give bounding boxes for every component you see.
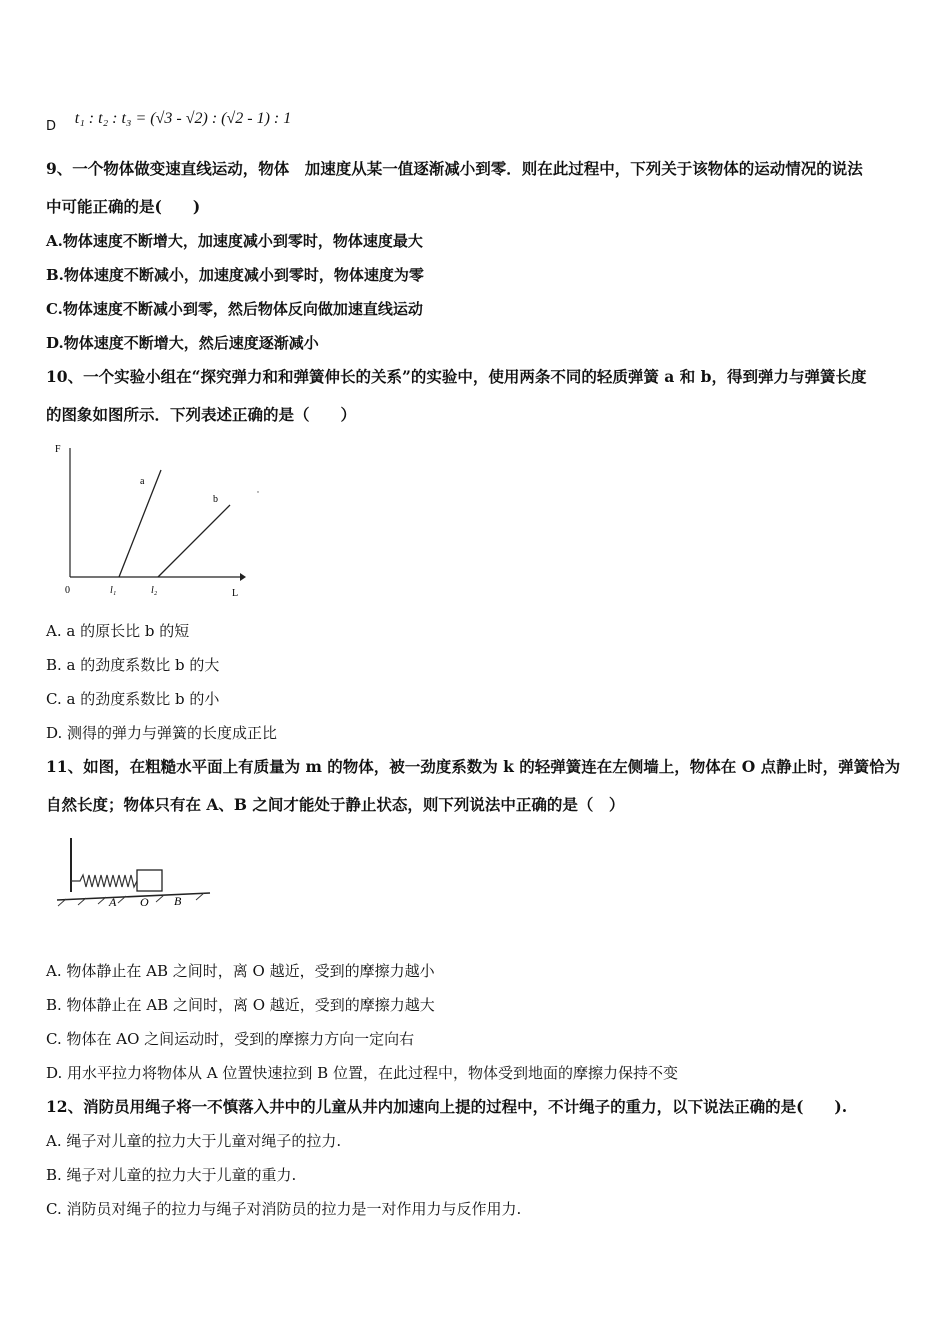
q10-option-a: A. a 的原长比 b 的短: [46, 622, 190, 640]
ground: [57, 893, 210, 900]
line-b: [158, 505, 230, 577]
point-b-label: B: [174, 894, 182, 908]
line-b-label: b: [213, 494, 218, 505]
q11-stem-line2: 自然长度；物体只有在 A、B 之间才能处于静止状态，则下列说法中正确的是（ ）: [46, 795, 625, 814]
q10-option-b: B. a 的劲度系数比 b 的大: [46, 656, 220, 674]
q9-option-d: D.物体速度不断增大，然后速度逐渐减小: [46, 334, 319, 352]
q11-option-c: C. 物体在 AO 之间运动时，受到的摩擦力方向一定向右: [46, 1030, 415, 1048]
q10-stem-line2: 的图象如图所示．下列表述正确的是（ ）: [46, 405, 357, 424]
origin-label: 0: [65, 585, 70, 596]
q12-option-b: B. 绳子对儿童的拉力大于儿童的重力.: [46, 1166, 297, 1184]
q11-option-b: B. 物体静止在 AB 之间时，离 O 越近，受到的摩擦力越大: [46, 996, 435, 1014]
y-axis-label: F: [55, 444, 61, 455]
q12-option-c: C. 消防员对绳子的拉力与绳子对消防员的拉力是一对作用力与反作用力.: [46, 1200, 522, 1218]
q9-option-c: C.物体速度不断减小到零，然后物体反向做加速直线运动: [46, 300, 423, 318]
q10-stem-line1: 10、一个实验小组在“探究弹力和和弹簧伸长的关系”的实验中，使用两条不同的轻质弹簧 a 和 b，得到弹力与弹簧长度: [46, 367, 867, 386]
point-a-label: A: [109, 895, 117, 909]
q12-stem: 12、消防员用绳子将一不慎落入井中的儿童从井内加速向上提的过程中，不计绳子的重力，以下说法正确的是( ).: [46, 1097, 848, 1116]
q9-option-b: B.物体速度不断减小，加速度减小到零时，物体速度为零: [46, 266, 424, 284]
x-axis-arrow: [240, 573, 246, 581]
q8-option-d-label: D: [46, 119, 57, 134]
q11-option-a: A. 物体静止在 AB 之间时，离 O 越近，受到的摩擦力越小: [46, 962, 435, 980]
line-a-label: a: [140, 476, 145, 487]
q9-stem-line1: 9、一个物体做变速直线运动，物体 加速度从某一值逐渐减小到零．则在此过程中，下列关于该物体的运动情况的说法: [46, 159, 863, 178]
spring-force-length-graph: [46, 438, 266, 606]
q8-option-d-formula: t₁ : t₂ : t₃ = (√3 - √2) : (√2 - 1) : 1: [74, 110, 292, 127]
q9-option-a: A.物体速度不断增大，加速度减小到零时，物体速度最大: [46, 232, 423, 250]
spring: [71, 875, 137, 887]
tick-l2-label: l₂: [151, 585, 158, 596]
q10-option-d: D. 测得的弹力与弹簧的长度成正比: [46, 724, 278, 742]
q10-option-c: C. a 的劲度系数比 b 的小: [46, 690, 220, 708]
q8-option-d: [46, 110, 292, 138]
block: [137, 870, 162, 891]
stray-dot: [257, 491, 258, 492]
q11-option-d: D. 用水平拉力将物体从 A 位置快速拉到 B 位置，在此过程中，物体受到地面的摩擦力保持不变: [46, 1064, 678, 1082]
q12-option-a: A. 绳子对儿童的拉力大于儿童对绳子的拉力.: [46, 1132, 342, 1150]
spring-block-figure: [54, 832, 218, 912]
tick-l1-label: l₁: [110, 585, 117, 596]
x-axis-label: L: [232, 588, 239, 599]
point-o-label: O: [140, 895, 149, 909]
q9-stem-line2: 中可能正确的是( ): [46, 197, 201, 216]
q11-stem-line1: 11、如图，在粗糙水平面上有质量为 m 的物体，被一劲度系数为 k 的轻弹簧连在左侧墙上，物体在 O 点静止时，弹簧恰为: [46, 757, 901, 776]
